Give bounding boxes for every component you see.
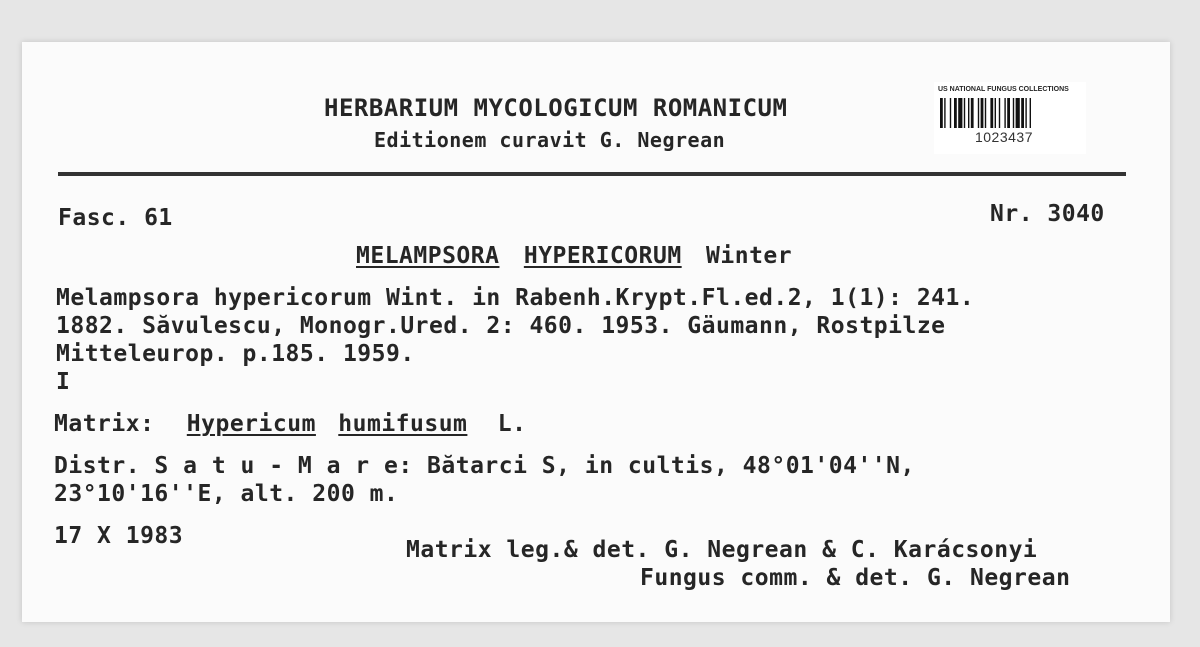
barcode-bar <box>1025 98 1026 128</box>
reference-line-1: Melampsora hypericorum Wint. in Rabenh.Krypt.Fl.ed.2, 1(1): 241. <box>56 285 975 311</box>
barcode-caption: US NATIONAL FUNGUS COLLECTIONS <box>938 86 1069 93</box>
barcode-bar <box>958 98 962 128</box>
barcode-bar <box>1021 98 1024 128</box>
distribution-line-2: 23°10'16''E, alt. 200 m. <box>54 481 399 507</box>
label-subtitle: Editionem curavit G. Negrean <box>374 128 726 152</box>
taxon-species: HYPERICORUM <box>523 243 682 269</box>
collection-date: 17 X 1983 <box>54 523 184 549</box>
barcode-bar <box>995 98 996 128</box>
distribution-line-1: Distr. S a t u - M a r e: Bătarci S, in cultis, 48°01'04''N, <box>54 453 915 479</box>
matrix-author: L. <box>497 411 527 437</box>
barcode-bar <box>964 98 965 128</box>
label-title: HERBARIUM MYCOLOGICUM ROMANICUM <box>324 94 788 122</box>
barcode-icon <box>938 98 1078 128</box>
barcode-bar <box>999 98 1000 128</box>
barcode-bar <box>981 98 984 128</box>
barcode-bar <box>940 98 943 128</box>
barcode-sticker <box>934 82 1086 154</box>
taxon-author: Winter <box>706 243 793 269</box>
barcode-bar <box>978 98 979 128</box>
header-divider <box>58 172 1126 176</box>
fascicle-number: Fasc. 61 <box>58 205 173 231</box>
barcode-bar <box>944 98 945 128</box>
taxon-genus: MELAMPSORA <box>356 243 500 269</box>
barcode-bar <box>968 98 969 128</box>
barcode-bar <box>1030 98 1031 128</box>
reference-line-3: Mitteleurop. p.185. 1959. <box>56 341 415 367</box>
reference-line-2: 1882. Săvulescu, Monogr.Ured. 2: 460. 1953. Gäumann, Rostpilze <box>56 313 946 339</box>
barcode-bar <box>954 98 957 128</box>
barcode-bar <box>985 98 986 128</box>
barcode-bar <box>1013 98 1014 128</box>
matrix-line <box>54 410 526 438</box>
collector-line: Matrix leg.& det. G. Negrean & C. Karácsonyi <box>406 537 1038 563</box>
barcode-bar <box>990 98 993 128</box>
matrix-genus: Hypericum <box>186 411 316 437</box>
herbarium-label <box>22 42 1170 622</box>
barcode-bar <box>1016 98 1020 128</box>
barcode-bar <box>950 98 951 128</box>
specimen-number: Nr. 3040 <box>990 201 1105 227</box>
barcode-bar <box>1007 98 1010 128</box>
barcode-number: 1023437 <box>974 129 1033 145</box>
matrix-label: Matrix: <box>54 411 155 437</box>
barcode-bar <box>1004 98 1005 128</box>
determiner-line: Fungus comm. & det. G. Negrean <box>640 565 1071 591</box>
spore-stage: I <box>56 369 71 395</box>
barcode-bar <box>971 98 974 128</box>
matrix-species: humifusum <box>338 411 468 437</box>
taxon-name <box>356 242 792 270</box>
